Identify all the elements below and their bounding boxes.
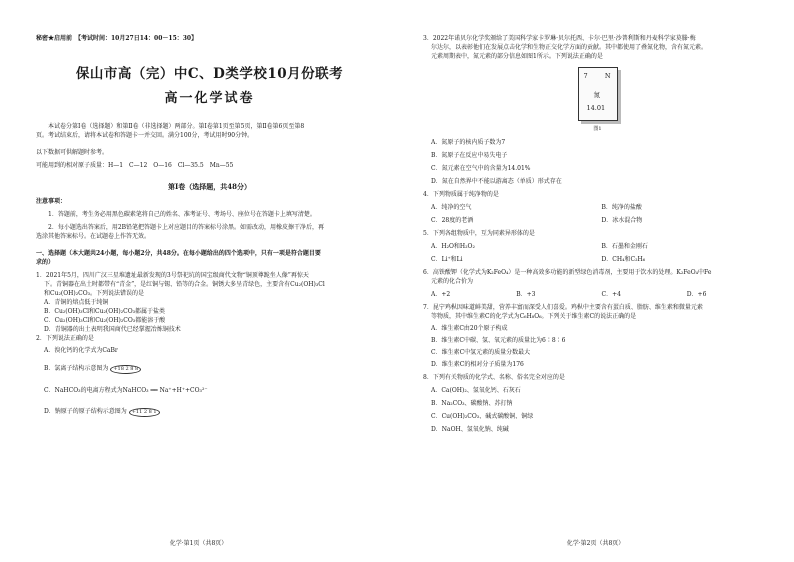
section-1-heading-cont: 求的） <box>36 259 55 266</box>
question-2-option-b-text: B．氯离子结构示意图为 <box>44 365 109 372</box>
intro-line-1: 本试卷分第Ⅰ卷（选择题）和第Ⅱ卷（非选择题）两部分。第Ⅰ卷第1页至第5页，第Ⅱ卷第6页至第8 <box>48 123 305 130</box>
figure-1-label: 图1 <box>593 126 602 132</box>
page-1-footer: 化学·第1页（共8页） <box>169 540 228 547</box>
question-5-option-c: C．Li⁺和Li <box>431 256 463 263</box>
element-mass: 14.01 <box>586 104 606 112</box>
exam-header: 秘密★启用前 【考试时间：10月27日14：00－15：30】 <box>36 35 198 42</box>
question-1-option-d: D．青铜器的出土表明我国商代已经掌握冶炼铜技术 <box>44 326 181 333</box>
sodium-atom-diagram: +11 2 8 1 <box>129 408 160 417</box>
question-4-option-b: B．纯净的盐酸 <box>601 204 642 211</box>
question-3-option-d: D．氮在自然界中不能以游离态（单质）形式存在 <box>431 178 562 185</box>
question-4-option-c: C．28度的老酒 <box>431 217 474 224</box>
chloride-ion-diagram: +18 2 8 8 <box>110 365 141 374</box>
page-2-footer: 化学·第2页（共8页） <box>566 540 625 547</box>
question-6-options <box>423 290 772 299</box>
question-2-option-d <box>36 407 383 417</box>
exam-subtitle: 高一化学试卷 <box>164 91 255 106</box>
question-6-option-b: B．+3 <box>516 291 536 298</box>
question-2-option-d-text: D．钠原子的原子结构示意图为 <box>44 408 127 415</box>
question-1-option-a: A．青铜的熔点低于纯铜 <box>44 299 109 306</box>
question-7-option-b: B．维生素C中碳、氢、氧元素的质量比为6∶8∶6 <box>431 337 566 344</box>
question-8-stem: 8．下列有关物质的化学式、名称、俗名完全对应的是 <box>423 374 565 381</box>
notice-1: 1．答题前，考生务必用黑色碳素笔将自己的姓名、准考证号、考场号、座位号在答题卡上填写清楚。 <box>48 211 316 218</box>
question-5-stem: 5．下列各组物质中，互为同素异形体的是 <box>423 230 535 237</box>
question-5-option-a: A．H₂O和H₂O₂ <box>431 243 475 250</box>
question-7-line-2: 等物质，其中维生素C的化学式为C₆H₈O₆。下列关于维生素C的说法正确的是 <box>431 313 637 320</box>
question-3-option-c: C．氮元素在空气中的含量为14.01% <box>431 165 531 172</box>
question-1-line-2: 下。青铜器在出土时都带有“青金”，是红铜与锡、铅等的合金。铜锈大多呈青绿色，主要含有Cu₂(OH)₃Cl <box>44 281 325 288</box>
question-5-options-row-1 <box>423 242 772 251</box>
question-1-option-c: C．Cu₂(OH)₃Cl和Cu₂(OH)₂CO₃都能溶于酸 <box>44 317 166 324</box>
question-7-line-1: 7．昆宁鸡枞因味道鲜美甜，营养丰富而深受人们喜爱。鸡枞中主要含有蛋白质、脂肪、维生素和微量元素 <box>423 304 703 311</box>
question-2-stem: 2．下列说法正确的是 <box>36 335 94 342</box>
data-note: 以下数据可供解题时参考。 <box>36 149 109 156</box>
question-2-option-c: C．NaHCO₃的电离方程式为NaHCO₃ ══ Na⁺+H⁺+CO₃²⁻ <box>44 387 208 394</box>
question-3-line-3: 元素周期表中，氮元素的部分信息如图1所示。下列说法正确的是 <box>431 53 603 60</box>
notice-2-cont: 选涂其他答案标号。在试题卷上作答无效。 <box>36 233 151 240</box>
question-3-option-b: B．氮原子在反应中易失电子 <box>431 152 508 159</box>
question-5-options-row-2 <box>423 255 772 264</box>
section-1-heading: 一、选择题（本大题共24小题，每小题2分，共48分。在每小题给出的四个选项中，只有一项是符合题目要 <box>36 250 321 257</box>
question-8-option-d: D．NaOH、氢氧化钠、纯碱 <box>431 426 509 433</box>
exam-title: 保山市高（完）中C、D类学校10月份联考 <box>75 66 344 82</box>
question-3-line-1: 3．2022年诺贝尔化学奖颁给了美国科学家卡罗琳·贝尔托西、卡尔·巴里·沙普利斯和丹麦科学家莫滕·梅 <box>423 35 696 42</box>
question-8-option-c: C．Cu(OH)₂CO₃、碱式碳酸铜、铜绿 <box>431 413 534 420</box>
question-3-option-a: A．氮原子的核内质子数为7 <box>431 139 506 146</box>
question-7-option-a: A．维生素C由20个原子构成 <box>431 325 508 332</box>
question-1-option-b: B．Cu₂(OH)₃Cl和Cu₂(OH)₂CO₃都属于盐类 <box>44 308 166 315</box>
question-2-option-b <box>36 364 383 374</box>
nitrogen-element-card <box>578 67 618 121</box>
question-5-option-d: D．CH₄和C₂H₆ <box>601 256 646 263</box>
intro-line-2: 页。考试结束后，请将本试卷和答题卡一并交回。满分100分，考试用时90分钟。 <box>36 132 254 139</box>
question-1-line-3: 和Cu₂(OH)₂CO₃。下列说法错误的是 <box>44 290 145 297</box>
question-6-option-d: D．+6 <box>686 291 707 298</box>
question-2-option-a: A．溴化钙的化学式为CaBr <box>44 347 118 354</box>
question-6-line-1: 6．高铁酸钾（化学式为K₂FeO₄）是一种高效多功能的新型绿色消毒剂，主要用于饮水的处理。K₂FeO₄中Fe <box>423 269 712 276</box>
part-1-heading: 第Ⅰ卷（选择题，共48分） <box>167 182 251 191</box>
question-4-option-a: A．纯净的空气 <box>431 204 472 211</box>
question-4-option-d: D．冰水混合物 <box>601 217 643 224</box>
question-6-option-c: C．+4 <box>601 291 621 298</box>
element-number: 7 <box>583 72 588 80</box>
question-4-stem: 4．下列物质属于纯净物的是 <box>423 191 499 198</box>
question-5-option-b: B．石墨和金刚石 <box>601 243 648 250</box>
question-4-options-row-1 <box>423 203 772 212</box>
question-1-line-1: 1．2021年5月，四川广汉三星堆遗址最新发现的3号祭祀坑的国宝级商代文物“铜顶尊跪坐人像”再惊天 <box>36 272 309 279</box>
question-7-option-d: D．维生素C的相对分子质量为176 <box>431 361 524 368</box>
question-7-option-c: C．维生素C中氢元素的质量分数最大 <box>431 349 531 356</box>
notice-2: 2．每小题选出答案后，用2B铅笔把答题卡上对应题目的答案标号涂黑。如需改动，用橡皮擦干净后，再 <box>48 224 325 231</box>
question-6-option-a: A．+2 <box>431 291 451 298</box>
question-8-option-a: A．Ca(OH)₂、氢氧化钙、石灰石 <box>431 387 521 394</box>
question-8-option-b: B．Na₂CO₃、碳酸钠、苏打钠 <box>431 400 513 407</box>
atomic-mass-note: 可能用到的相对原子质量：H—1 C—12 O—16 Cl—35.5 Mn—55 <box>36 162 234 169</box>
question-4-options-row-2 <box>423 216 772 225</box>
page-2 <box>397 0 794 562</box>
question-3-line-2: 尔达尔，以表彰他们在发展点击化学和生物正交化学方面的贡献。其中都使用了叠氮化物，含有氮元素。 <box>431 44 708 51</box>
element-name: 氮 <box>593 91 600 99</box>
question-6-line-2: 元素的化合价为 <box>431 278 474 285</box>
element-symbol: N <box>604 72 611 80</box>
notice-title: 注意事项： <box>36 198 67 205</box>
